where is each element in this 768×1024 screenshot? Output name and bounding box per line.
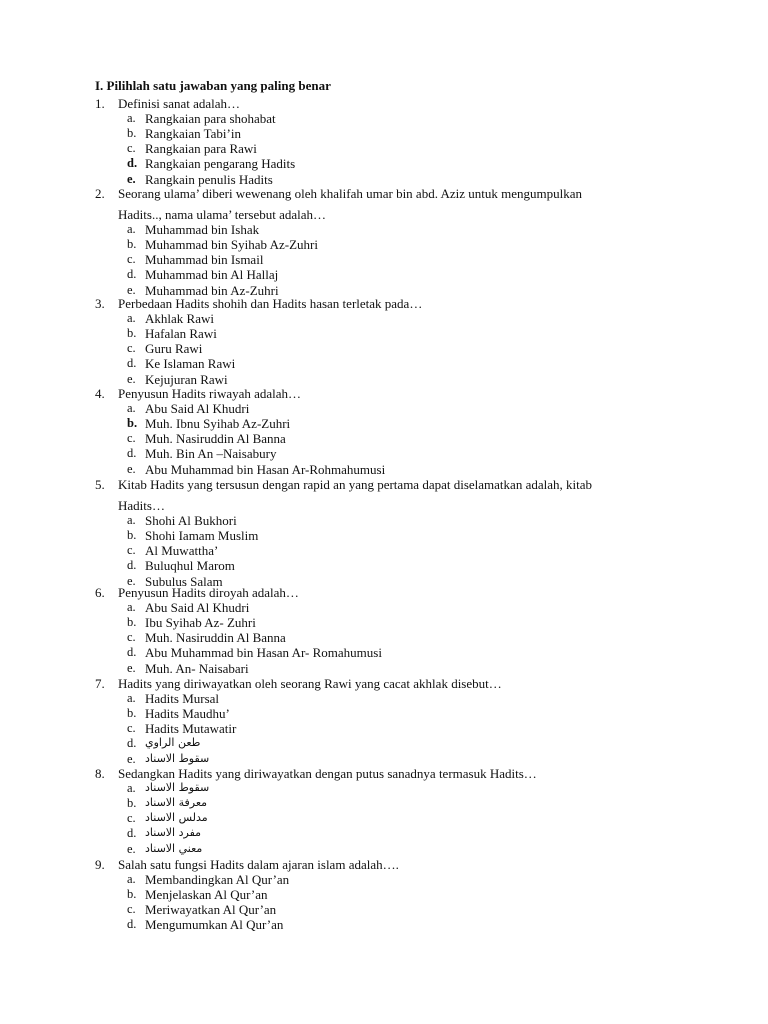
option-text: Rangkaian para Rawi bbox=[145, 141, 257, 157]
option-letter: e. bbox=[127, 461, 136, 476]
option-text: Membandingkan Al Qur’an bbox=[145, 872, 290, 888]
option-letter: b. bbox=[127, 528, 137, 543]
option-letter: a. bbox=[127, 311, 136, 326]
option-letter: e. bbox=[127, 282, 136, 297]
option-letter: e. bbox=[127, 371, 136, 386]
question-number: 8. bbox=[95, 766, 105, 781]
option-text: Muhammad bin Az-Zuhri bbox=[145, 282, 279, 298]
question-number: 3. bbox=[95, 296, 105, 311]
option-text: Hadits Maudhu’ bbox=[145, 706, 230, 722]
option-letter: e. bbox=[127, 751, 136, 766]
option-text: Ke Islaman Rawi bbox=[145, 356, 236, 372]
option-text: Kejujuran Rawi bbox=[145, 371, 228, 387]
option-text: Muhammad bin Ishak bbox=[145, 222, 260, 238]
option-text: Subulus Salam bbox=[145, 573, 223, 589]
option-text: مدلس الاسناد bbox=[145, 811, 208, 825]
option-text: Hadits Mutawatir bbox=[145, 721, 237, 737]
option-text: سقوط الاسناد bbox=[145, 751, 210, 765]
option-text: Abu Muhammad bin Hasan Ar-Rohmahumusi bbox=[145, 461, 386, 477]
option-letter: a. bbox=[127, 111, 136, 126]
option-text: Menjelaskan Al Qur’an bbox=[145, 887, 268, 903]
option-text: Muh. Nasiruddin Al Banna bbox=[145, 431, 286, 447]
option-text: Muh. Bin An –Naisabury bbox=[145, 446, 277, 462]
option-text: معرفة الاسناد bbox=[145, 796, 208, 810]
option-letter: b. bbox=[127, 887, 137, 902]
option-letter: b. bbox=[127, 615, 137, 630]
option-text: Muh. Nasiruddin Al Banna bbox=[145, 630, 286, 646]
option-letter: b. bbox=[127, 126, 137, 141]
question-text: Seorang ulama’ diberi wewenang oleh khalifah umar bin abd. Aziz untuk mengumpulkan bbox=[118, 186, 583, 201]
question-text: Definisi sanat adalah… bbox=[118, 96, 241, 111]
option-letter: a. bbox=[127, 600, 136, 615]
option-letter: e. bbox=[127, 660, 136, 675]
option-letter: c. bbox=[127, 141, 136, 156]
question-text: Penyusun Hadits riwayah adalah… bbox=[118, 386, 302, 401]
option-text: Muh. An- Naisabari bbox=[145, 660, 249, 676]
option-text: Hadits Mursal bbox=[145, 691, 220, 707]
question-number: 6. bbox=[95, 585, 105, 600]
option-letter: d. bbox=[127, 356, 137, 371]
option-text: Abu Muhammad bin Hasan Ar- Romahumusi bbox=[145, 645, 382, 661]
option-letter: c. bbox=[127, 543, 136, 558]
option-letter: d. bbox=[127, 645, 137, 660]
option-letter: b. bbox=[127, 706, 137, 721]
option-text: Shohi Al Bukhori bbox=[145, 513, 237, 529]
question-number: 7. bbox=[95, 676, 105, 691]
option-letter: c. bbox=[127, 341, 136, 356]
option-text: Abu Said Al Khudri bbox=[145, 401, 250, 417]
option-letter: a. bbox=[127, 222, 136, 237]
option-letter: a. bbox=[127, 872, 136, 887]
option-letter: d. bbox=[127, 267, 137, 282]
question-text: Hadits.., nama ulama’ tersebut adalah… bbox=[118, 207, 327, 222]
option-letter: d. bbox=[127, 558, 137, 573]
option-letter: e. bbox=[127, 171, 136, 186]
option-letter: c. bbox=[127, 721, 136, 736]
option-letter: d. bbox=[127, 826, 137, 841]
option-letter: a. bbox=[127, 513, 136, 528]
option-text: Mengumumkan Al Qur’an bbox=[145, 917, 284, 933]
option-letter: b. bbox=[127, 796, 137, 811]
option-letter: b. bbox=[127, 237, 137, 252]
option-text: Hafalan Rawi bbox=[145, 326, 217, 342]
option-text: Rangkaian pengarang Hadits bbox=[145, 156, 296, 172]
question-number: 1. bbox=[95, 96, 105, 111]
option-text: Shohi Iamam Muslim bbox=[145, 528, 259, 544]
question-number: 5. bbox=[95, 477, 105, 492]
option-text: Ibu Syihab Az- Zuhri bbox=[145, 615, 256, 631]
question-text: Kitab Hadits yang tersusun dengan rapid an yang pertama dapat diselamatkan adalah, kitab bbox=[118, 477, 592, 492]
section-title: I. Pilihlah satu jawaban yang paling benar bbox=[95, 78, 331, 93]
option-text: Akhlak Rawi bbox=[145, 311, 214, 327]
option-letter: d. bbox=[127, 446, 137, 461]
question-text: Penyusun Hadits diroyah adalah… bbox=[118, 585, 299, 600]
option-letter: a. bbox=[127, 781, 136, 796]
option-text: معني الاسناد bbox=[145, 841, 203, 855]
question-text: Hadits… bbox=[118, 498, 165, 513]
option-text: طعن الراوي bbox=[145, 736, 201, 750]
question-number: 2. bbox=[95, 186, 105, 201]
option-text: Muhammad bin Syihab Az-Zuhri bbox=[145, 237, 318, 253]
option-letter: a. bbox=[127, 401, 136, 416]
option-letter: a. bbox=[127, 691, 136, 706]
question-text: Salah satu fungsi Hadits dalam ajaran islam adalah…. bbox=[118, 857, 399, 872]
question-text: Hadits yang diriwayatkan oleh seorang Rawi yang cacat akhlak disebut… bbox=[118, 676, 502, 691]
option-text: Muhammad bin Ismail bbox=[145, 252, 264, 268]
option-text: Muh. Ibnu Syihab Az-Zuhri bbox=[145, 416, 291, 432]
option-letter: b. bbox=[127, 416, 138, 431]
option-letter: d. bbox=[127, 736, 137, 751]
option-text: Guru Rawi bbox=[145, 341, 203, 357]
question-number: 4. bbox=[95, 386, 105, 401]
option-text: Al Muwattha’ bbox=[145, 543, 219, 559]
option-text: Abu Said Al Khudri bbox=[145, 600, 250, 616]
option-text: سقوط الاسناد bbox=[145, 781, 210, 795]
question-text: Perbedaan Hadits shohih dan Hadits hasan terletak pada… bbox=[118, 296, 423, 311]
option-text: مفرد الاسناد bbox=[145, 826, 202, 840]
option-text: Buluqhul Marom bbox=[145, 558, 235, 574]
option-letter: b. bbox=[127, 326, 137, 341]
option-letter: c. bbox=[127, 252, 136, 267]
option-letter: e. bbox=[127, 573, 136, 588]
question-number: 9. bbox=[95, 857, 105, 872]
option-text: Meriwayatkan Al Qur’an bbox=[145, 902, 277, 918]
option-letter: c. bbox=[127, 811, 136, 826]
option-letter: c. bbox=[127, 630, 136, 645]
option-text: Muhammad bin Al Hallaj bbox=[145, 267, 279, 283]
option-letter: d. bbox=[127, 156, 138, 171]
option-letter: e. bbox=[127, 841, 136, 856]
option-letter: c. bbox=[127, 431, 136, 446]
question-text: Sedangkan Hadits yang diriwayatkan dengan putus sanadnya termasuk Hadits… bbox=[118, 766, 537, 781]
option-letter: c. bbox=[127, 902, 136, 917]
option-text: Rangkaian Tabi’in bbox=[145, 126, 241, 142]
option-text: Rangkain penulis Hadits bbox=[145, 171, 273, 187]
option-text: Rangkaian para shohabat bbox=[145, 111, 276, 127]
option-letter: d. bbox=[127, 917, 137, 932]
